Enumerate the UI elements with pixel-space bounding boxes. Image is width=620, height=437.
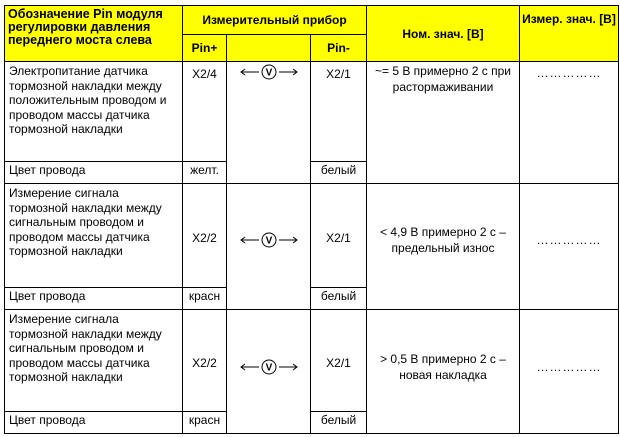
svg-text:V: V <box>265 362 272 373</box>
svg-text:V: V <box>265 235 272 246</box>
measurement-description: Электропитание датчика тормозной накладки между положительным проводом и проводом массы датчика тормозной накладки <box>5 62 183 162</box>
measured-value-field[interactable]: …………… <box>520 184 619 310</box>
svg-text:V: V <box>265 67 272 79</box>
header-nominal-value: Ном. знач. [В] <box>367 6 520 62</box>
pin-minus-cell: X2/1 <box>311 310 367 412</box>
nominal-value: > 0,5 В примерно 2 с – новая накладка <box>367 310 520 434</box>
wire-color-plus: желт. <box>183 162 227 184</box>
wire-color-minus: белый <box>311 412 367 434</box>
table-row <box>5 184 619 288</box>
voltmeter-cell <box>227 62 311 184</box>
header-pin-minus: Pin- <box>311 35 367 62</box>
measurement-description: Измерение сигнала тормозной накладки между сигнальным проводом и проводом массы датчика тормозной накладки <box>5 184 183 288</box>
wire-color-label: Цвет провода <box>5 162 183 184</box>
wire-color-minus: белый <box>311 162 367 184</box>
voltmeter-icon <box>237 359 301 375</box>
pin-plus-cell: X2/2 <box>183 184 227 288</box>
voltmeter-cell <box>227 184 311 310</box>
header-meter-blank <box>227 35 311 62</box>
pin-plus-cell: X2/2 <box>183 310 227 412</box>
voltmeter-icon <box>237 232 301 248</box>
measurement-description: Измерение сигнала тормозной накладки между сигнальным проводом и проводом массы датчика тормозной накладки <box>5 310 183 412</box>
voltmeter-icon <box>237 64 301 80</box>
header-pin-designation: Обозначение Pin модуля регулировки давления переднего моста слева <box>5 6 183 62</box>
pin-plus-cell: X2/4 <box>183 62 227 162</box>
wire-color-label: Цвет провода <box>5 412 183 434</box>
measured-value-field[interactable]: …………… <box>520 310 619 434</box>
table-row <box>5 310 619 412</box>
wire-color-plus: красн <box>183 412 227 434</box>
header-instrument: Измерительный прибор <box>183 6 367 35</box>
header-pin-plus: Pin+ <box>183 35 227 62</box>
header-measured-value: Измер. знач. [В] <box>520 6 619 62</box>
measurement-table <box>4 5 619 434</box>
wire-color-minus: белый <box>311 288 367 310</box>
pin-minus-cell: X2/1 <box>311 62 367 162</box>
wire-color-plus: красн <box>183 288 227 310</box>
voltmeter-cell <box>227 310 311 434</box>
table-row <box>5 62 619 162</box>
pin-minus-cell: X2/1 <box>311 184 367 288</box>
nominal-value: ~= 5 В примерно 2 с при растормаживании <box>367 62 520 184</box>
wire-color-label: Цвет провода <box>5 288 183 310</box>
nominal-value: < 4,9 В примерно 2 с – предельный износ <box>367 184 520 310</box>
measured-value-field[interactable]: …………… <box>520 62 619 184</box>
